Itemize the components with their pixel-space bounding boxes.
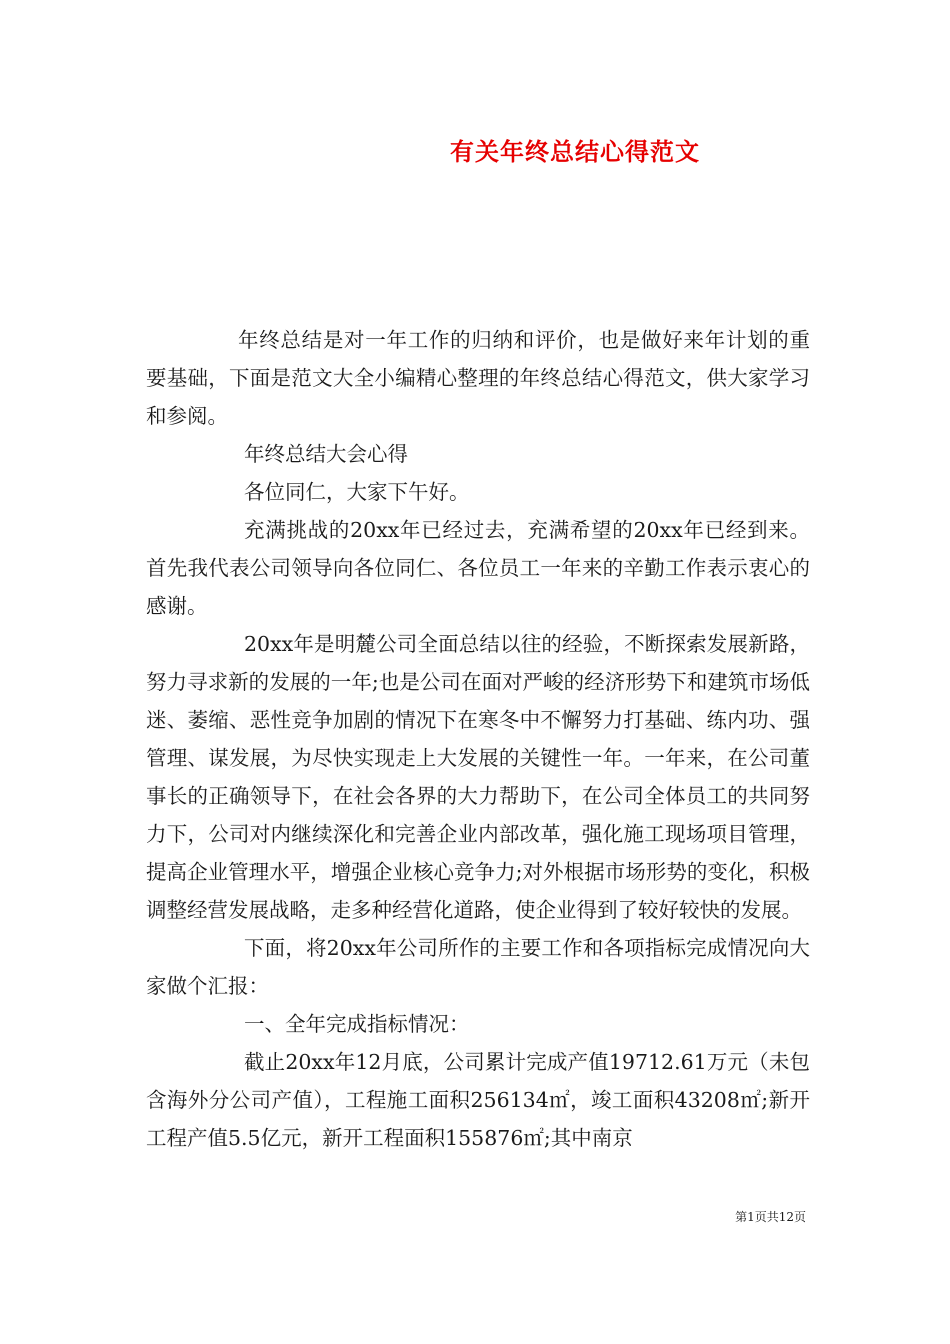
body-paragraph: 20xx年是明麓公司全面总结以往的经验，不断探索发展新路，努力寻求新的发展的一年;也是公司在面对严峻的经济形势下和建筑市场低迷、萎缩、恶性竞争加剧的情况下在寒冬中不懈努力打基础、练内功、强管理、谋发展，为尽快实现走上大发展的关键性一年。一年来，在公司董事长的正确领导下，在社会各界的大力帮助下，在公司全体员工的共同努力下，公司对内继续深化和完善企业内部改革，强化施工现场项目管理，提高企业管理水平，增强企业核心竞争力;对外根据市场形势的变化，积极调整经营发展战略，走多种经营化道路，使企业得到了较好较快的发展。 bbox=[146, 632, 810, 922]
subsection-heading: 一、全年完成指标情况： bbox=[244, 1012, 470, 1036]
intro-paragraph: 年终总结是对一年工作的归纳和评价，也是做好来年计划的重要基础，下面是范文大全小编精心整理的年终总结心得范文，供大家学习和参阅。 bbox=[146, 328, 810, 428]
body-paragraph: 截止20xx年12月底，公司累计完成产值19712.61万元（未包含海外分公司产值），工程施工面积256134㎡，竣工面积43208㎡;新开工程产值5.5亿元，新开工程面积155876㎡;其中南京 bbox=[146, 1050, 810, 1150]
greeting: 各位同仁，大家下午好。 bbox=[244, 480, 470, 504]
page-number: 第1页共12页 bbox=[735, 1210, 806, 1224]
document-title: 有关年终总结心得范文 bbox=[450, 137, 700, 166]
document-body bbox=[146, 321, 810, 1157]
body-paragraph: 下面，将20xx年公司所作的主要工作和各项指标完成情况向大家做个汇报： bbox=[146, 936, 810, 998]
section-heading: 年终总结大会心得 bbox=[244, 442, 408, 466]
body-paragraph: 充满挑战的20xx年已经过去，充满希望的20xx年已经到来。首先我代表公司领导向各位同仁、各位员工一年来的辛勤工作表示衷心的感谢。 bbox=[146, 518, 810, 618]
